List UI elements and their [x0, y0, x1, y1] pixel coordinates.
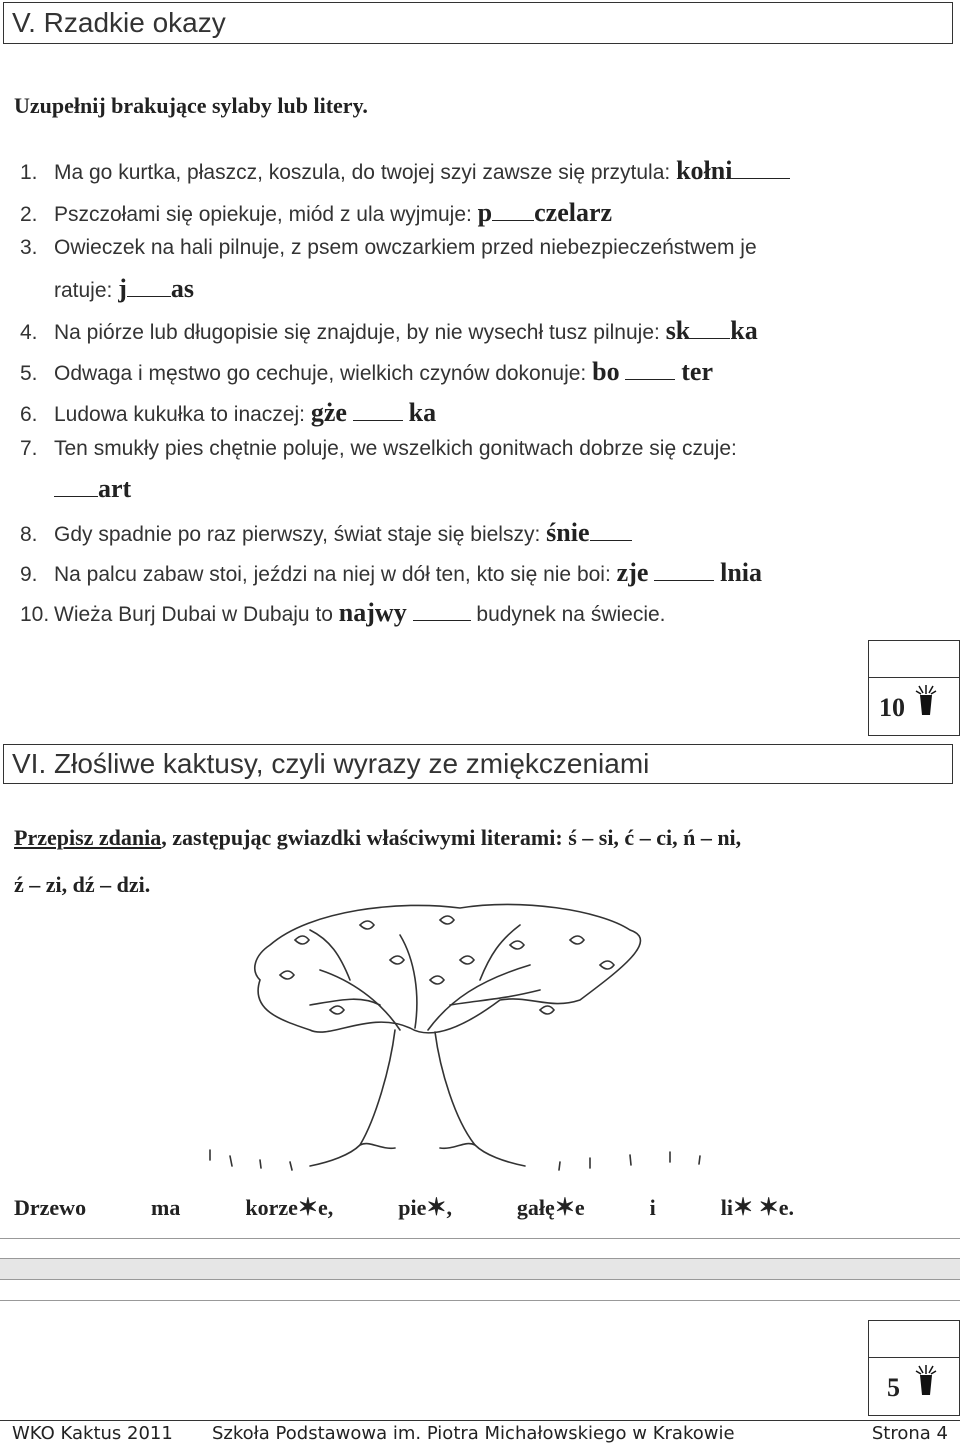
cactus-icon [913, 1361, 939, 1399]
list-item-continuation: ratuje: j as [54, 274, 194, 303]
writing-line[interactable] [0, 1238, 960, 1239]
section-5-instruction: Uzupełnij brakujące sylaby lub litery. [14, 93, 368, 118]
list-item: 8. Gdy spadnie po raz pierwszy, świat staje się bielszy: śnie [20, 518, 632, 548]
list-item: 7. Ten smukły pies chętnie poluje, we wszelkich gonitwach dobrze się czuje: [20, 437, 737, 460]
section-5-title: V. Rzadkie okazy [12, 7, 226, 38]
answer-blank[interactable] [353, 419, 403, 421]
cactus-icon [913, 681, 939, 719]
writing-line[interactable] [0, 1300, 960, 1301]
tree-illustration [200, 900, 760, 1180]
list-item-continuation: art [54, 474, 131, 504]
list-item: 10. Wieża Burj Dubai w Dubaju to najwy budynek na świecie. [20, 598, 666, 627]
footer-right: Strona 4 [871, 1423, 948, 1444]
star-icon: ✶ [732, 1195, 754, 1221]
answer-blank[interactable] [413, 619, 471, 621]
list-item: 9. Na palcu zabaw stoi, jeździ na niej w dół ten, kto się nie boi: zje lnia [20, 558, 763, 587]
list-item: 1. Ma go kurtka, płaszcz, koszula, do twojej szyi zawsze się przytula: kołni [20, 156, 790, 186]
answer-blank[interactable] [127, 295, 171, 297]
list-item: 2. Pszczołami się opiekuje, miód z ula wyjmuje: p czelarz [20, 198, 613, 227]
answer-blank[interactable] [732, 177, 790, 179]
star-icon: ✶ [554, 1195, 575, 1221]
section-6-instruction-line2: ź – zi, dź – dzi. [14, 872, 151, 897]
score-box [868, 1320, 960, 1416]
star-icon: ✶ [426, 1195, 447, 1221]
footer-left: WKO Kaktus 2011 [12, 1423, 173, 1444]
section-5-title-box [3, 2, 953, 44]
answer-blank[interactable] [54, 495, 98, 497]
section-6-title: VI. Złośliwe kaktusy, czyli wyrazy ze zmiękczeniami [12, 748, 650, 779]
star-icon: ✶ [758, 1195, 779, 1221]
list-item: 4. Na piórze lub długopisie się znajduje, by nie wysechł tusz pilnuje: sk ka [20, 316, 758, 345]
star-icon: ✶ [297, 1195, 318, 1221]
score-points: 10 [879, 693, 905, 722]
section-6-instruction: Przepisz zdania, zastępując gwiazdki właściwymi literami: ś – si, ć – ci, ń – ni, [14, 825, 742, 850]
exercise-sentence: Drzewo ma korze✶e, pie✶, gałę✶e i li✶ ✶e. [14, 1195, 794, 1221]
list-item: 6. Ludowa kukułka to inaczej: gże ka [20, 398, 437, 427]
answer-blank[interactable] [690, 337, 730, 339]
section-6-title-box [3, 744, 953, 784]
footer-center: Szkoła Podstawowa im. Piotra Michałowskiego w Krakowie [212, 1423, 735, 1444]
answer-blank[interactable] [625, 378, 675, 380]
answer-blank[interactable] [590, 539, 632, 541]
answer-blank[interactable] [492, 219, 534, 221]
list-item: 5. Odwaga i męstwo go cechuje, wielkich czynów dokonuje: bo ter [20, 357, 714, 386]
answer-blank[interactable] [654, 579, 714, 581]
score-box [868, 640, 960, 736]
page-footer [0, 1420, 960, 1449]
writing-line-shaded[interactable] [0, 1258, 960, 1280]
list-item: 3. Owieczek na hali pilnuje, z psem owczarkiem przed niebezpieczeństwem je [20, 236, 757, 259]
score-points: 5 [887, 1373, 900, 1402]
